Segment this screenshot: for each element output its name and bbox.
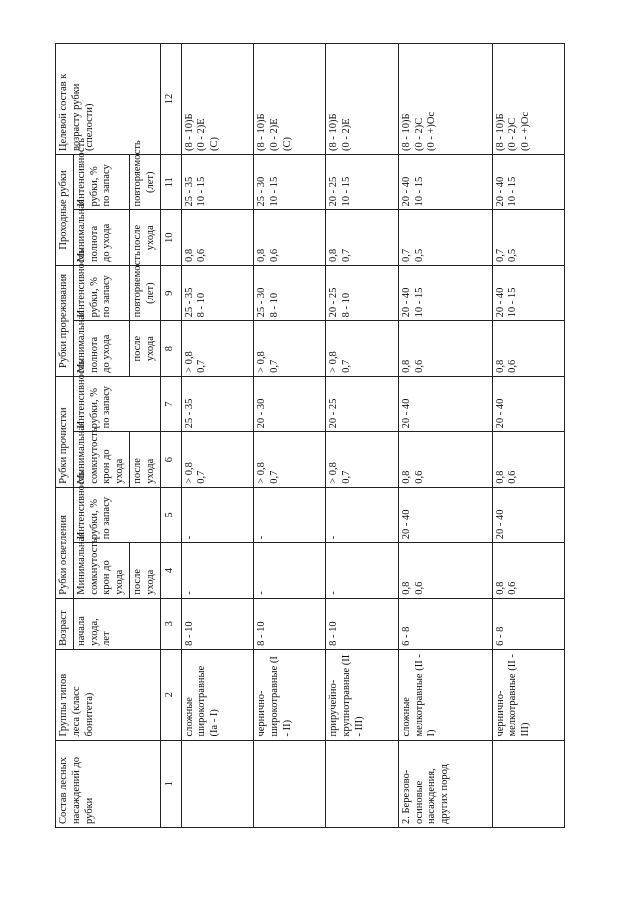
header-osv-intens: Интенсивность рубки, % по запасу <box>73 487 160 542</box>
target-composition-cell: (8 - 10)Б (0 - 2)Е (С) <box>253 44 325 155</box>
header-ph-after: после ухода <box>129 210 160 265</box>
prr-intens-cell: 20 - 40 10 - 15 <box>492 265 564 320</box>
age-cell: 8 - 10 <box>253 598 325 649</box>
forest-group-cell: сложные мелкотравные (II - I) <box>398 649 492 740</box>
prr-min-cell: 0,8 0,6 <box>492 321 564 376</box>
forest-care-table <box>55 43 565 828</box>
table-row <box>181 44 253 828</box>
pr-min-cell: 0,8 0,6 <box>492 432 564 487</box>
col-number: 3 <box>160 598 181 649</box>
ph-intens-cell: 25 - 35 10 - 15 <box>181 155 253 210</box>
header-prorezhivaniya: Рубки прореживания <box>56 265 74 376</box>
header-prr-after: после ухода <box>129 321 160 376</box>
prr-min-cell: > 0,8 0,7 <box>326 321 398 376</box>
header-ph-repeat: повторяемость (лет) <box>129 155 160 210</box>
header-pr-after: после ухода <box>129 432 160 487</box>
composition-cell <box>326 740 398 827</box>
ph-min-cell: 0,8 0,6 <box>181 210 253 265</box>
header-ph-min: Минимальная полнота до ухода <box>73 210 129 265</box>
ph-intens-cell: 25 - 30 10 - 15 <box>253 155 325 210</box>
ph-min-cell: 0,7 0,5 <box>492 210 564 265</box>
target-composition-cell: (8 - 10)Б (0 - 2)Е (С) <box>181 44 253 155</box>
pr-min-cell: 0,8 0,6 <box>398 432 492 487</box>
osv-intens-cell: - <box>253 487 325 542</box>
table-row <box>326 44 398 828</box>
header-prr-intens: Интенсивность рубки, % по запасу <box>73 265 129 320</box>
rotated-table-container <box>55 43 565 828</box>
ph-intens-cell: 20 - 40 10 - 15 <box>492 155 564 210</box>
ph-intens-cell: 20 - 25 10 - 15 <box>326 155 398 210</box>
ph-min-cell: 0,8 0,6 <box>253 210 325 265</box>
composition-cell <box>492 740 564 827</box>
forest-group-cell: сложные широкотравные (Iа - I) <box>181 649 253 740</box>
col-number: 12 <box>160 44 181 155</box>
table-row <box>492 44 564 828</box>
col-number: 2 <box>160 649 181 740</box>
ph-intens-cell: 20 - 40 10 - 15 <box>398 155 492 210</box>
header-osv-min: Минимальная сомкнутость крон до ухода <box>73 543 129 598</box>
prr-intens-cell: 20 - 25 8 - 10 <box>326 265 398 320</box>
target-composition-cell: (8 - 10)Б (0 - 2)С (0 - +)Ос <box>492 44 564 155</box>
column-number-row <box>160 44 181 828</box>
composition-cell <box>181 740 253 827</box>
col-number: 9 <box>160 265 181 320</box>
header-target-composition: Целевой состав к возрасту рубки (спелости) <box>56 44 161 155</box>
table-row <box>398 44 492 828</box>
col-number: 7 <box>160 376 181 431</box>
forest-group-cell: чернично-широкотравные (I - II) <box>253 649 325 740</box>
prr-min-cell: 0,8 0,6 <box>398 321 492 376</box>
table-row <box>253 44 325 828</box>
pr-min-cell: > 0,8 0,7 <box>326 432 398 487</box>
header-forest-group: Группы типов леса (класс бонитета) <box>56 649 161 740</box>
prr-min-cell: > 0,8 0,7 <box>181 321 253 376</box>
pr-intens-cell: 25 - 35 <box>181 376 253 431</box>
osv-min-cell: - <box>326 543 398 598</box>
forest-group-cell: чернично-мелкотравные (II - III) <box>492 649 564 740</box>
table-body <box>181 44 564 828</box>
age-cell: 8 - 10 <box>181 598 253 649</box>
forest-group-cell: приручейно-крупнотравные (II - III) <box>326 649 398 740</box>
header-prr-repeat: повторяемость (лет) <box>129 265 160 320</box>
osv-intens-cell: - <box>326 487 398 542</box>
pr-min-cell: > 0,8 0,7 <box>181 432 253 487</box>
header-pr-min: Минимальная сомкнутость крон до ухода <box>73 432 129 487</box>
pr-min-cell: > 0,8 0,7 <box>253 432 325 487</box>
age-cell: 8 - 10 <box>326 598 398 649</box>
col-number: 10 <box>160 210 181 265</box>
osv-intens-cell: 20 - 40 <box>492 487 564 542</box>
header-prohodnye: Проходные рубки <box>56 155 74 266</box>
pr-intens-cell: 20 - 40 <box>398 376 492 431</box>
col-number: 8 <box>160 321 181 376</box>
age-cell: 6 - 8 <box>492 598 564 649</box>
osv-intens-cell: - <box>181 487 253 542</box>
prr-min-cell: > 0,8 0,7 <box>253 321 325 376</box>
osv-min-cell: 0,8 0,6 <box>492 543 564 598</box>
col-number: 1 <box>160 740 181 827</box>
osv-min-cell: 0,8 0,6 <box>398 543 492 598</box>
composition-cell: 2. Березово-осиновые насаждения, других пород <box>398 740 492 827</box>
header-prochistki: Рубки прочистки <box>56 376 74 487</box>
target-composition-cell: (8 - 10)Б (0 - 2)С (0 - +)Ос <box>398 44 492 155</box>
osv-intens-cell: 20 - 40 <box>398 487 492 542</box>
header-ph-intens: Интенсивность рубки, % по запасу <box>73 155 129 210</box>
prr-intens-cell: 20 - 40 10 - 15 <box>398 265 492 320</box>
header-composition: Состав лесных насаждений до рубки <box>56 740 161 827</box>
header-age: Возраст <box>56 598 74 649</box>
osv-min-cell: - <box>181 543 253 598</box>
header-osvetleniya: Рубки осветления <box>56 487 74 598</box>
header-prr-min: Минимальная полнота до ухода <box>73 321 129 376</box>
col-number: 6 <box>160 432 181 487</box>
target-composition-cell: (8 - 10)Б (0 - 2)Е <box>326 44 398 155</box>
header-pr-intens: Интенсивность рубки, % по запасу <box>73 376 160 431</box>
ph-min-cell: 0,7 0,5 <box>398 210 492 265</box>
prr-intens-cell: 25 - 30 8 - 10 <box>253 265 325 320</box>
header-osv-after: после ухода <box>129 543 160 598</box>
osv-min-cell: - <box>253 543 325 598</box>
col-number: 4 <box>160 543 181 598</box>
col-number: 5 <box>160 487 181 542</box>
col-number: 11 <box>160 155 181 210</box>
composition-cell <box>253 740 325 827</box>
header-age-start: начала ухода, лет <box>73 598 160 649</box>
age-cell: 6 - 8 <box>398 598 492 649</box>
ph-min-cell: 0,8 0,7 <box>326 210 398 265</box>
pr-intens-cell: 20 - 30 <box>253 376 325 431</box>
pr-intens-cell: 20 - 40 <box>492 376 564 431</box>
prr-intens-cell: 25 - 35 8 - 10 <box>181 265 253 320</box>
pr-intens-cell: 20 - 25 <box>326 376 398 431</box>
